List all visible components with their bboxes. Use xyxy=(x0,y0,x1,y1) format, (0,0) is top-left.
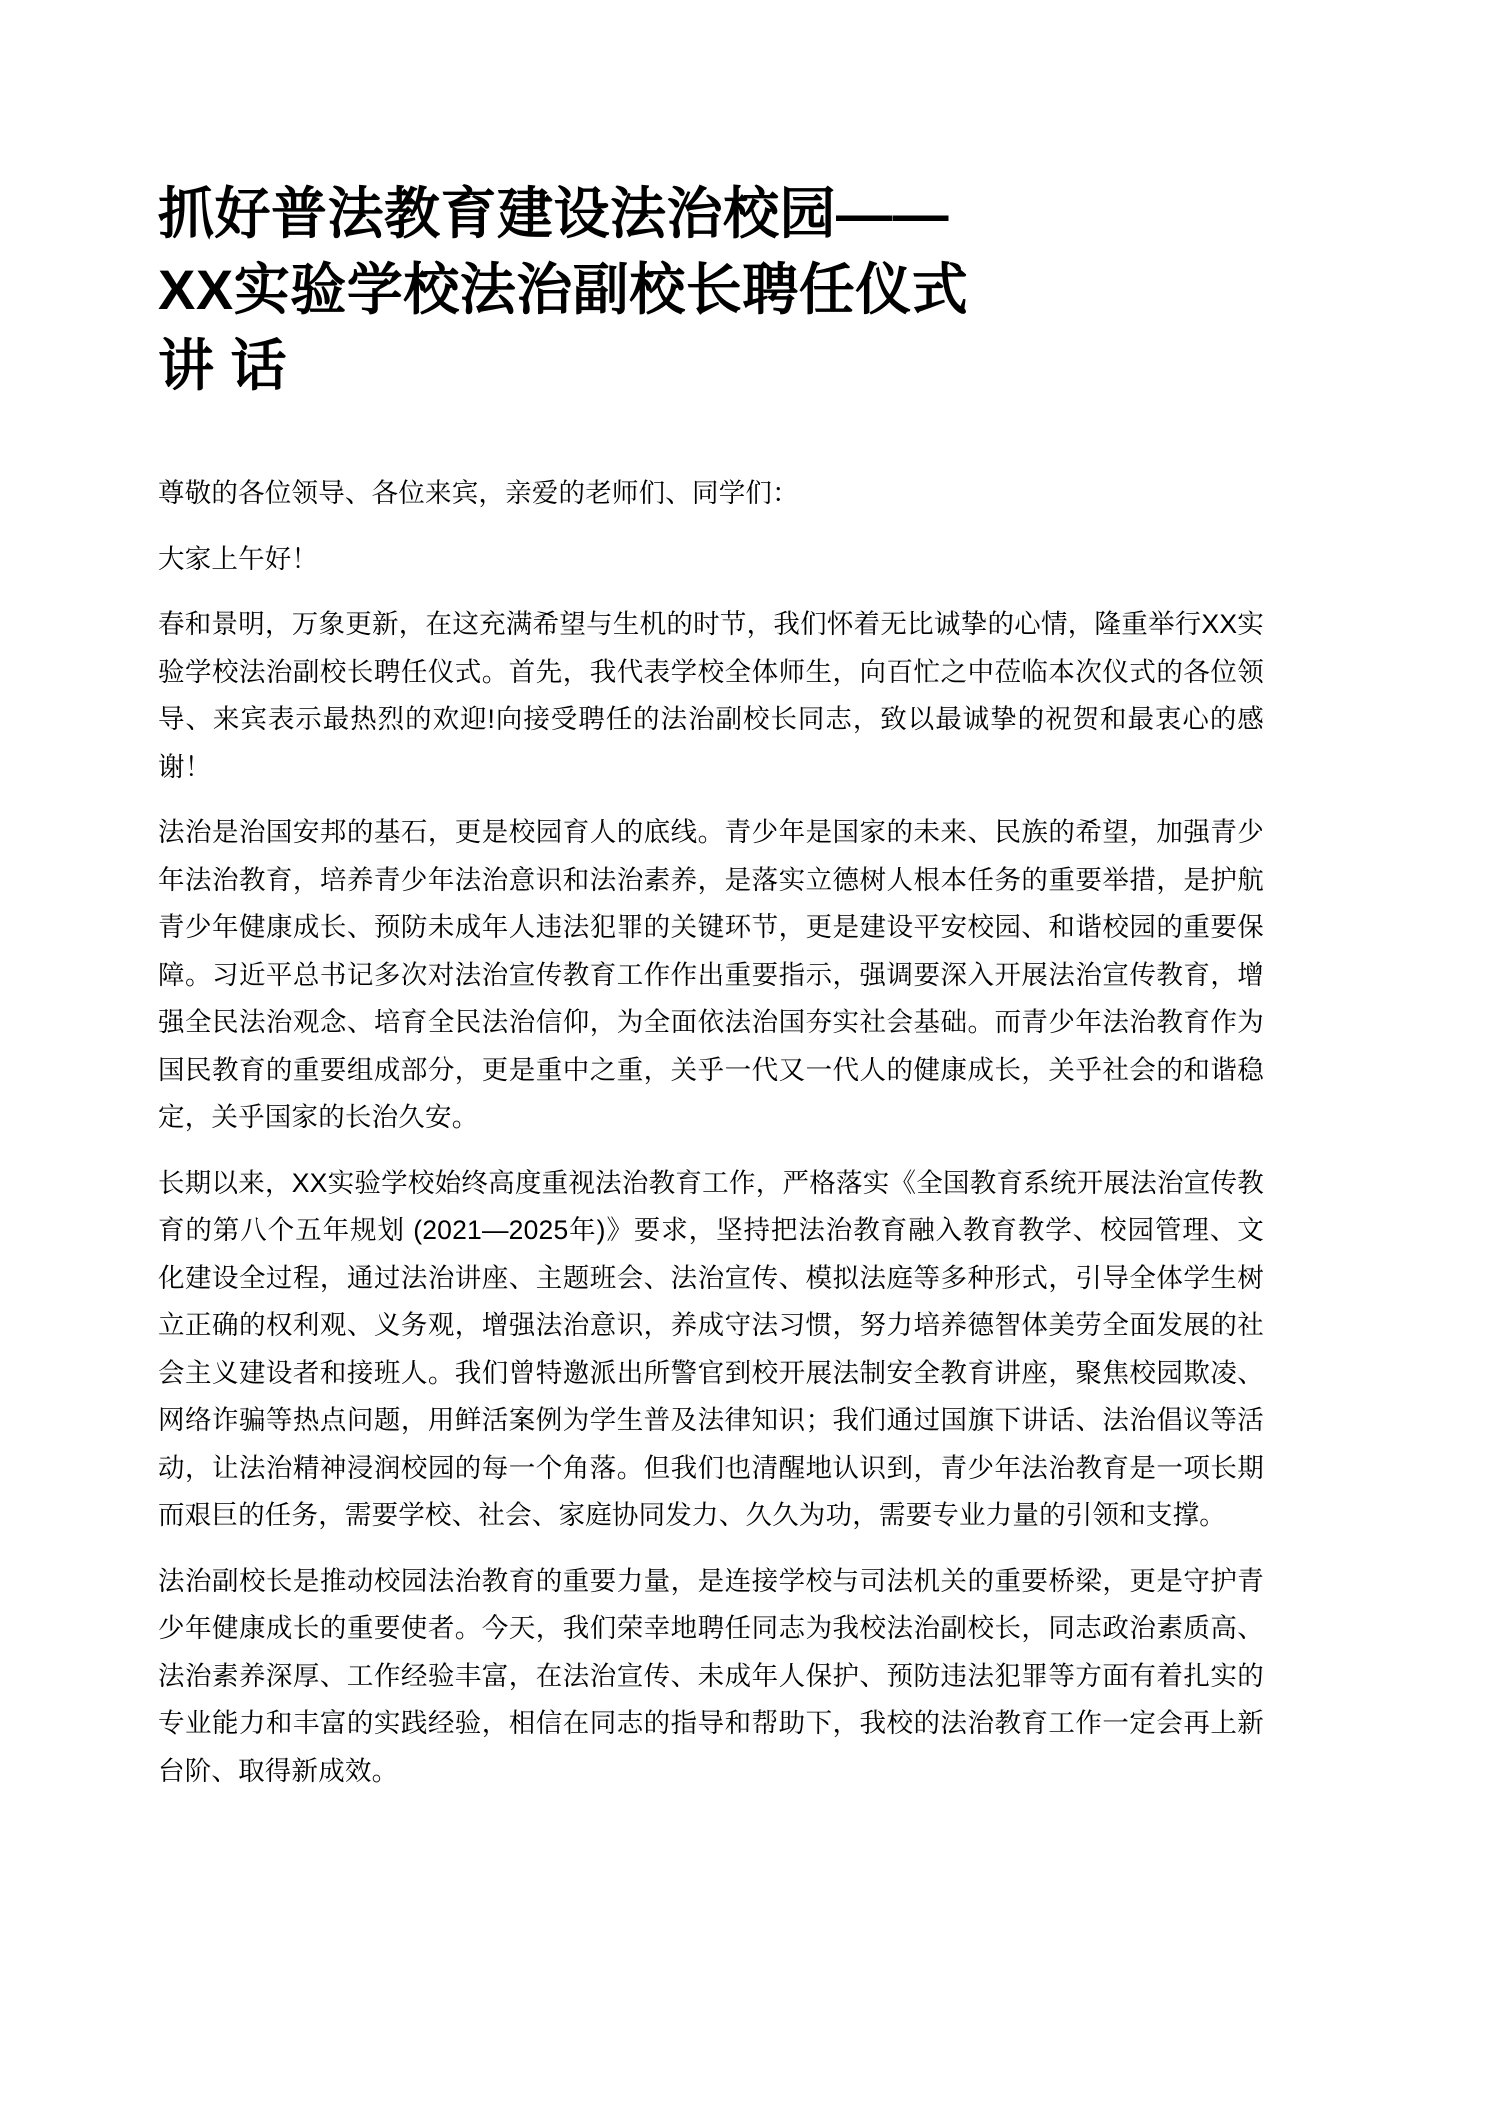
title-line-3: 讲 话 xyxy=(158,334,288,397)
paragraph-opening-welcome: 春和景明，万象更新，在这充满希望与生机的时节，我们怀着无比诚挚的心情，隆重举行XX实验学校法治副校长聘任仪式。首先，我代表学校全体师生，向百忙之中莅临本次仪式的各位领导、来宾表示最热烈的欢迎!向接受聘任的法治副校长同志，致以最诚挚的祝贺和最衷心的感谢！ xyxy=(158,609,1264,782)
salutation-paragraph: 尊敬的各位领导、各位来宾，亲爱的老师们、同学们： xyxy=(158,478,799,508)
document-body xyxy=(158,470,1264,1795)
greeting-paragraph: 大家上午好！ xyxy=(158,543,319,574)
title-line-2: XX实验学校法治副校长聘任仪式 xyxy=(158,258,969,321)
paragraph-rule-of-law-foundation: 法治是治国安邦的基石，更是校园育人的底线。青少年是国家的未来、民族的希望，加强青少年法治教育，培养青少年法治意识和法治素养，是落实立德树人根本任务的重要举措，是护航青少年健康成长、预防未成年人违法犯罪的关键环节，更是建设平安校园、和谐校园的重要保障。习近平总书记多次对法治宣传教育工作作出重要指示，强调要深入开展法治宣传教育，增强全民法治观念、培育全民法治信仰，为全面依法治国夯实社会基础。而青少年法治教育作为国民教育的重要组成部分，更是重中之重，关乎一代又一代人的健康成长，关乎社会的和谐稳定，关乎国家的长治久安。 xyxy=(158,817,1264,1132)
page-title xyxy=(158,176,1264,404)
document-content xyxy=(158,176,1264,1795)
paragraph-vice-principal-role: 法治副校长是推动校园法治教育的重要力量，是连接学校与司法机关的重要桥梁，更是守护青少年健康成长的重要使者。今天，我们荣幸地聘任同志为我校法治副校长，同志政治素质高、法治素养深厚、工作经验丰富，在法治宣传、未成年人保护、预防违法犯罪等方面有着扎实的专业能力和丰富的实践经验，相信在同志的指导和帮助下，我校的法治教育工作一定会再上新台阶、取得新成效。 xyxy=(158,1565,1264,1786)
title-line-1: 抓好普法教育建设法治校园—— xyxy=(158,182,949,245)
paragraph-school-efforts: 长期以来，XX实验学校始终高度重视法治教育工作，严格落实《全国教育系统开展法治宣传教育的第八个五年规划 (2021—2025年)》要求，坚持把法治教育融入教育教学、校园管理、文化建设全过程，通过法治讲座、主题班会、法治宣传、模拟法庭等多种形式，引导全体学生树立正确的权利观、义务观，增强法治意识，养成守法习惯，努力培养德智体美劳全面发展的社会主义建设者和接班人。我们曾特邀派出所警官到校开展法制安全教育讲座，聚焦校园欺凌、网络诈骗等热点问题，用鲜活案例为学生普及法律知识；我们通过国旗下讲话、法治倡议等活动，让法治精神浸润校园的每一个角落。但我们也清醒地认识到，青少年法治教育是一项长期而艰巨的任务，需要学校、社会、家庭协同发力、久久为功，需要专业力量的引领和支撑。 xyxy=(158,1167,1264,1530)
